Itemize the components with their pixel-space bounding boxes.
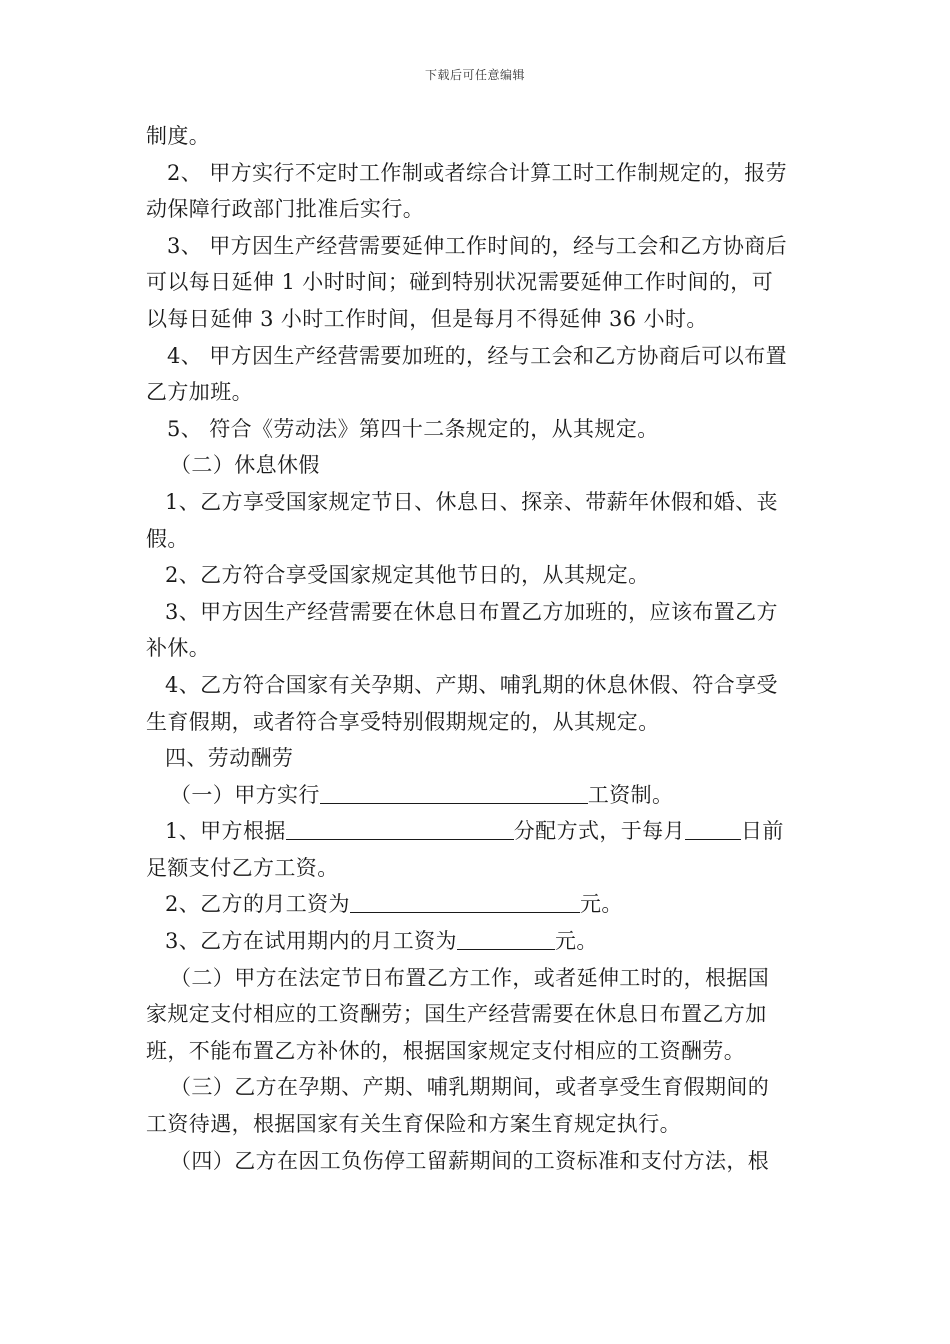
wage-system-blank [320, 783, 588, 804]
paragraph-line: 2、 甲方实行不定时工作制或者综合计算工时工作制规定的，报劳 [167, 160, 788, 185]
paragraph-line: 3、甲方因生产经营需要在休息日布置乙方加班的，应该布置乙方 [165, 599, 778, 624]
fill-in-line [146, 886, 808, 923]
paragraph-line: 班，不能布置乙方补休的，根据国家规定支付相应的工资酬劳。 [146, 1038, 746, 1063]
fill-in-line [146, 813, 808, 850]
section-heading: （二）休息休假 [170, 453, 320, 478]
paragraph-line: 制度。 [146, 124, 211, 148]
paragraph-line: 4、 甲方因生产经营需要加班的，经与工会和乙方协商后可以布置 [167, 343, 788, 368]
paragraph-line: 以每日延伸 3 小时工作时间，但是每月不得延伸 36 小时。 [146, 306, 708, 331]
document-body [146, 118, 808, 1179]
paragraph-line: 生育假期，或者符合享受特别假期规定的，从其规定。 [146, 709, 660, 734]
pay-day-blank [685, 819, 741, 840]
paragraph-line: 动保障行政部门批准后实行。 [146, 197, 425, 222]
paragraph-line: 假。 [146, 526, 189, 551]
fill-in-line [146, 777, 808, 814]
paragraph-line: （四）乙方在因工负伤停工留薪期间的工资标准和支付方法，根 [170, 1148, 770, 1173]
paragraph-line: 乙方加班。 [146, 380, 253, 405]
paragraph-line: 1、乙方享受国家规定节日、休息日、探亲、带薪年休假和婚、丧 [165, 489, 778, 514]
fill-in-label: 日前 [740, 819, 784, 844]
paragraph-line: 4、乙方符合国家有关孕期、产期、哺乳期的休息休假、符合享受 [165, 672, 778, 697]
paragraph-line: 5、 符合《劳动法》第四十二条规定的，从其规定。 [167, 416, 659, 441]
fill-in-label: 2、乙方的月工资为 [165, 892, 350, 917]
fill-in-label: 元。 [554, 929, 598, 954]
paragraph-line: （二）甲方在法定节日布置乙方工作，或者延伸工时的，根据国 [170, 965, 770, 990]
fill-in-line [146, 923, 808, 960]
section-heading: 四、劳动酬劳 [165, 746, 294, 771]
paragraph-line: 工资待遇，根据国家有关生育保险和方案生育规定执行。 [146, 1112, 681, 1137]
distribution-method-blank [286, 819, 514, 840]
paragraph-line: 3、 甲方因生产经营需要延伸工作时间的，经与工会和乙方协商后 [167, 233, 788, 258]
fill-in-label: 分配方式，于每月 [513, 819, 685, 844]
page-header-note: 下载后可任意编辑 [424, 68, 525, 82]
fill-in-label: 元。 [579, 892, 623, 917]
fill-in-label: 工资制。 [587, 782, 674, 807]
paragraph-line: （三）乙方在孕期、产期、哺乳期期间，或者享受生育假期间的 [170, 1075, 770, 1100]
paragraph-line: 可以每日延伸 1 小时时间；碰到特别状况需要延伸工作时间的，可 [146, 270, 774, 295]
probation-wage-blank [457, 929, 555, 950]
fill-in-label: 3、乙方在试用期内的月工资为 [165, 929, 457, 954]
fill-in-label: 1、甲方根据 [165, 819, 286, 844]
monthly-wage-blank [350, 892, 580, 913]
paragraph-line: 家规定支付相应的工资酬劳；国生产经营需要在休息日布置乙方加 [146, 1002, 767, 1027]
fill-in-label: （一）甲方实行 [170, 782, 320, 807]
paragraph-line: 足额支付乙方工资。 [146, 855, 339, 880]
paragraph-line: 2、乙方符合享受国家规定其他节日的，从其规定。 [165, 563, 650, 588]
paragraph-line: 补休。 [146, 636, 211, 661]
